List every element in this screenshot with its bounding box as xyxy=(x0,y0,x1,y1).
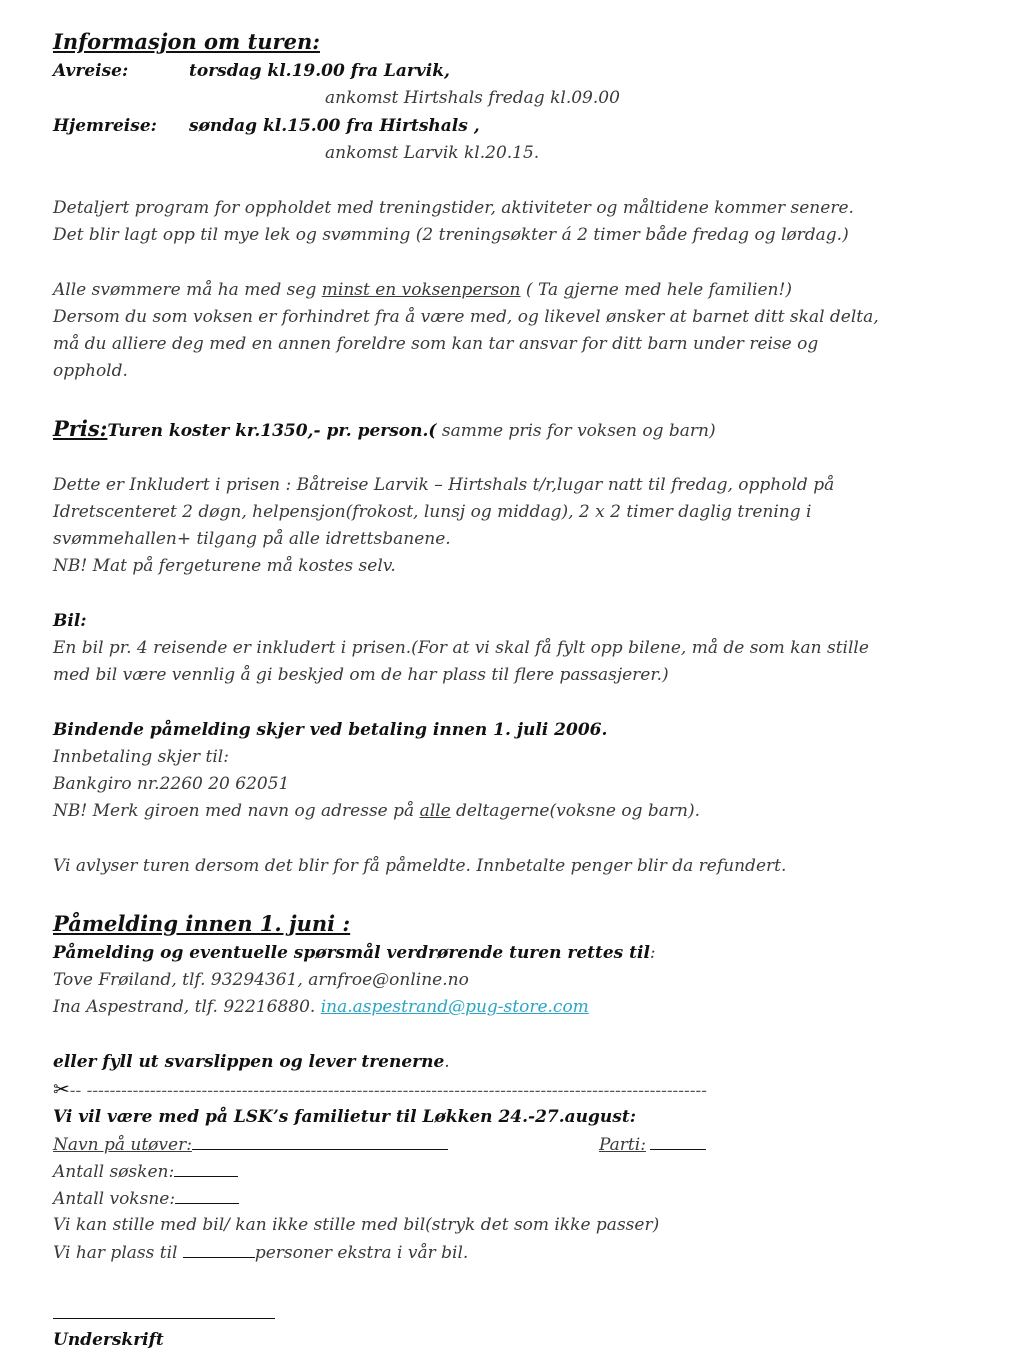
space-text-post: personer ekstra i vår bil. xyxy=(254,1243,469,1263)
slip-name-row xyxy=(53,1131,448,1158)
avreise-value: torsdag kl.19.00 fra Larvik, xyxy=(189,61,450,81)
included-line-2: Idretscenteret 2 døgn, helpensjon(frokost, lunsj og middag), 2 x 2 timer daglig trening i xyxy=(53,502,812,522)
space-text-pre: Vi har plass til xyxy=(53,1243,183,1263)
price-label: Pris: xyxy=(53,416,108,441)
hjemreise-label: Hjemreise: xyxy=(53,116,157,136)
cancel-notice: Vi avlyser turen dersom det blir for få påmeldte. Innbetalte penger blir da refundert. xyxy=(53,856,787,876)
siblings-label: Antall søsken: xyxy=(53,1162,175,1182)
program-line-2: Det blir lagt opp til mye lek og svømming (2 treningsøkter á 2 timer både fredag og lørdag.) xyxy=(53,225,849,245)
adults-text-post: ( Ta gjerne med hele familien!) xyxy=(520,280,792,300)
payment-line-3 xyxy=(53,798,700,825)
avreise-label: Avreise: xyxy=(53,61,129,81)
payment-note-pre: NB! Merk giroen med navn og adresse på xyxy=(53,801,420,821)
signature-line[interactable] xyxy=(53,1318,275,1319)
slip-parti-row xyxy=(599,1131,706,1158)
hjemreise-arrival: ankomst Larvik kl.20.15. xyxy=(325,143,540,163)
included-line-4: NB! Mat på fergeturene må kostes selv. xyxy=(53,556,396,576)
avreise-arrival: ankomst Hirtshals fredag kl.09.00 xyxy=(325,88,620,108)
adults-line-2: Dersom du som voksen er forhindret fra å være med, og likevel ønsker at barnet ditt skal delta, xyxy=(53,307,879,327)
name-field[interactable] xyxy=(192,1131,448,1150)
contact-1: Tove Frøiland, tlf. 93294361, arnfroe@online.no xyxy=(53,970,469,990)
signup-heading: Påmelding innen 1. juni : xyxy=(53,911,351,936)
adults-count-label: Antall voksne: xyxy=(53,1189,176,1209)
avreise-row xyxy=(53,58,128,85)
price-row xyxy=(53,415,716,442)
payment-line-1: Innbetaling skjer til: xyxy=(53,747,229,767)
or-fill-text: eller fyll ut svarslippen og lever trenerne xyxy=(53,1052,445,1072)
adults-line-3: må du alliere deg med en annen foreldre som kan tar ansvar for ditt barn under reise og xyxy=(53,334,819,354)
adults-count-row xyxy=(53,1185,239,1212)
contact-2-text: Ina Aspestrand, tlf. 92216880. xyxy=(53,997,321,1017)
signature-label: Underskrift xyxy=(53,1330,164,1350)
siblings-row xyxy=(53,1158,238,1185)
or-fill-row xyxy=(53,1049,450,1076)
hjemreise-value: søndag kl.15.00 fra Hirtshals , xyxy=(189,116,480,136)
parti-field[interactable] xyxy=(650,1131,706,1150)
slip-title: Vi vil være med på LSK’s familietur til Løkken 24.-27.august: xyxy=(53,1107,636,1127)
adults-count-field[interactable] xyxy=(175,1185,239,1204)
payment-note-post: deltagerne(voksne og barn). xyxy=(450,801,701,821)
price-text: Turen koster kr.1350,- pr. person.( xyxy=(107,421,437,441)
name-label: Navn på utøver: xyxy=(53,1135,192,1155)
adults-line-1 xyxy=(53,277,792,304)
contact-2-email-link[interactable]: ina.aspestrand@pug-store.com xyxy=(320,997,589,1017)
contact-2 xyxy=(53,994,589,1021)
included-line-3: svømmehallen+ tilgang på alle idrettsbanene. xyxy=(53,529,451,549)
program-line-1: Detaljert program for oppholdet med treningstider, aktiviteter og måltidene kommer senere. xyxy=(53,198,854,218)
siblings-field[interactable] xyxy=(174,1158,238,1177)
dashed-divider: -- ------------------------------------------------------------------------------------------------------------ xyxy=(69,1081,708,1101)
cut-line xyxy=(53,1076,958,1103)
or-fill-dot: . xyxy=(444,1052,450,1072)
car-heading: Bil: xyxy=(53,611,87,631)
car-line-1: En bil pr. 4 reisende er inkludert i prisen.(For at vi skal få fylt opp bilene, må de som kan stille xyxy=(53,638,869,658)
parti-label: Parti: xyxy=(599,1135,646,1155)
price-note: samme pris for voksen og barn) xyxy=(436,421,716,441)
adults-line-4: opphold. xyxy=(53,361,128,381)
space-row xyxy=(53,1239,468,1266)
payment-heading: Bindende påmelding skjer ved betaling innen 1. juli 2006. xyxy=(53,720,608,740)
contact-heading-colon: : xyxy=(649,943,656,963)
contact-heading-row xyxy=(53,940,656,967)
car-line-2: med bil være vennlig å gi beskjed om de har plass til flere passasjerer.) xyxy=(53,665,669,685)
payment-line-2: Bankgiro nr.2260 20 62051 xyxy=(53,774,290,794)
adults-underlined: minst en voksenperson xyxy=(321,280,521,300)
payment-note-underlined: alle xyxy=(419,801,451,821)
scissors-icon: ✂ xyxy=(53,1077,70,1101)
info-heading: Informasjon om turen: xyxy=(53,29,320,54)
space-field[interactable] xyxy=(183,1239,255,1258)
included-line-1: Dette er Inkludert i prisen : Båtreise Larvik – Hirtshals t/r,lugar natt til fredag, opphold på xyxy=(53,475,835,495)
car-choice-line: Vi kan stille med bil/ kan ikke stille med bil(stryk det som ikke passer) xyxy=(53,1215,660,1235)
contact-heading: Påmelding og eventuelle spørsmål verdrørende turen rettes til xyxy=(53,943,650,963)
adults-text-pre: Alle svømmere må ha med seg xyxy=(53,280,322,300)
